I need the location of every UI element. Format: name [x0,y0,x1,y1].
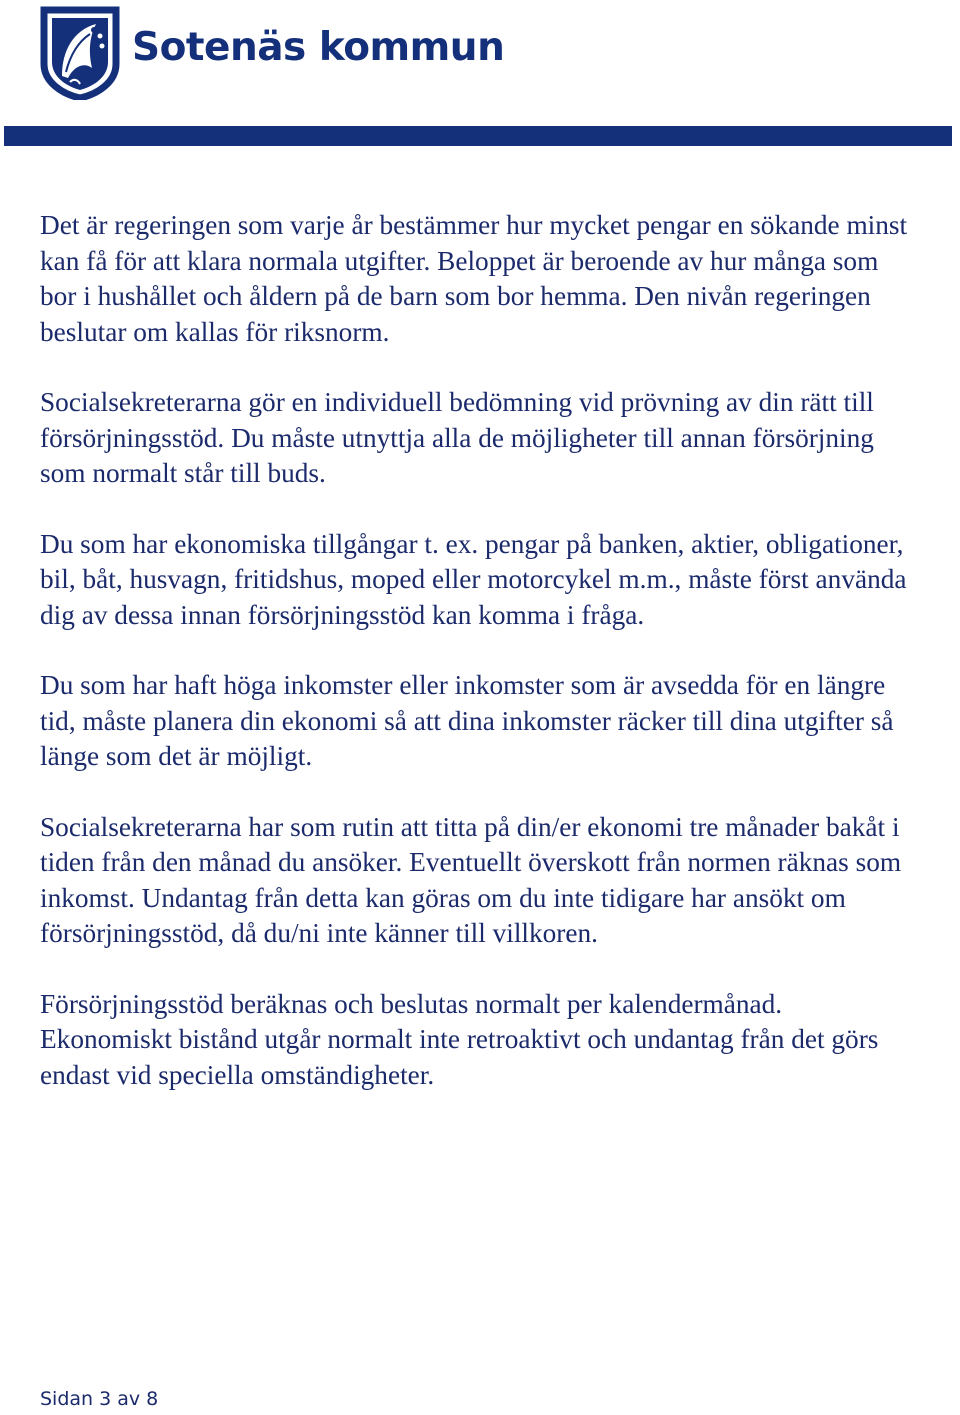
paragraph-three-months: Socialsekreterarna har som rutin att titta på din/er ekonomi tre månader bakåt i tiden från den månad du ansöker. Eventuellt överskott från normen räknas som inkomst. Undantag från detta kan göras om du inte tidigare har ansökt om försörjningsstöd, då du/ni inte känner till villkoren. [40,811,902,948]
page-number: Sidan 3 av 8 [40,1388,159,1410]
municipality-name: Sotenäs kommun [132,25,505,70]
document-body [40,208,920,1128]
page-header [0,0,960,150]
paragraph-riksnorm: Det är regeringen som varje år bestämmer hur mycket pengar en sökande minst kan få för att klara normala utgifter. Beloppet är beroende av hur många som bor i hushållet och åldern på de barn som bor hemma. Den nivån regeringen beslutar om kallas för riksnorm. [40,210,908,347]
paragraph-assets: Du som har ekonomiska tillgångar t. ex. pengar på banken, aktier, obligationer, bil, båt, husvagn, fritidshus, moped eller motorcykel m.m., måste först använda dig av dessa innan försörjningsstöd kan komma i fråga. [40,528,907,630]
paragraph-individual-assessment: Socialsekreterarna gör en individuell bedömning vid prövning av din rätt till försörjningsstöd. Du måste utnyttja alla de möjligheter till annan försörjning som normalt står till buds. [40,387,874,488]
paragraph-calendar-month: Försörjningsstöd beräknas och beslutas normalt per kalendermånad. Ekonomiskt bistånd utgår normalt inte retroaktivt och undantag från det görs endast vid speciella omständigheter. [40,988,879,1090]
coat-of-arms-icon [40,6,120,100]
paragraph-high-income: Du som har haft höga inkomster eller inkomster som är avsedda för en längre tid, måste planera din ekonomi så att dina inkomster räcker till dina utgifter så länge som det är möjligt. [40,670,894,771]
header-rule [4,126,952,146]
